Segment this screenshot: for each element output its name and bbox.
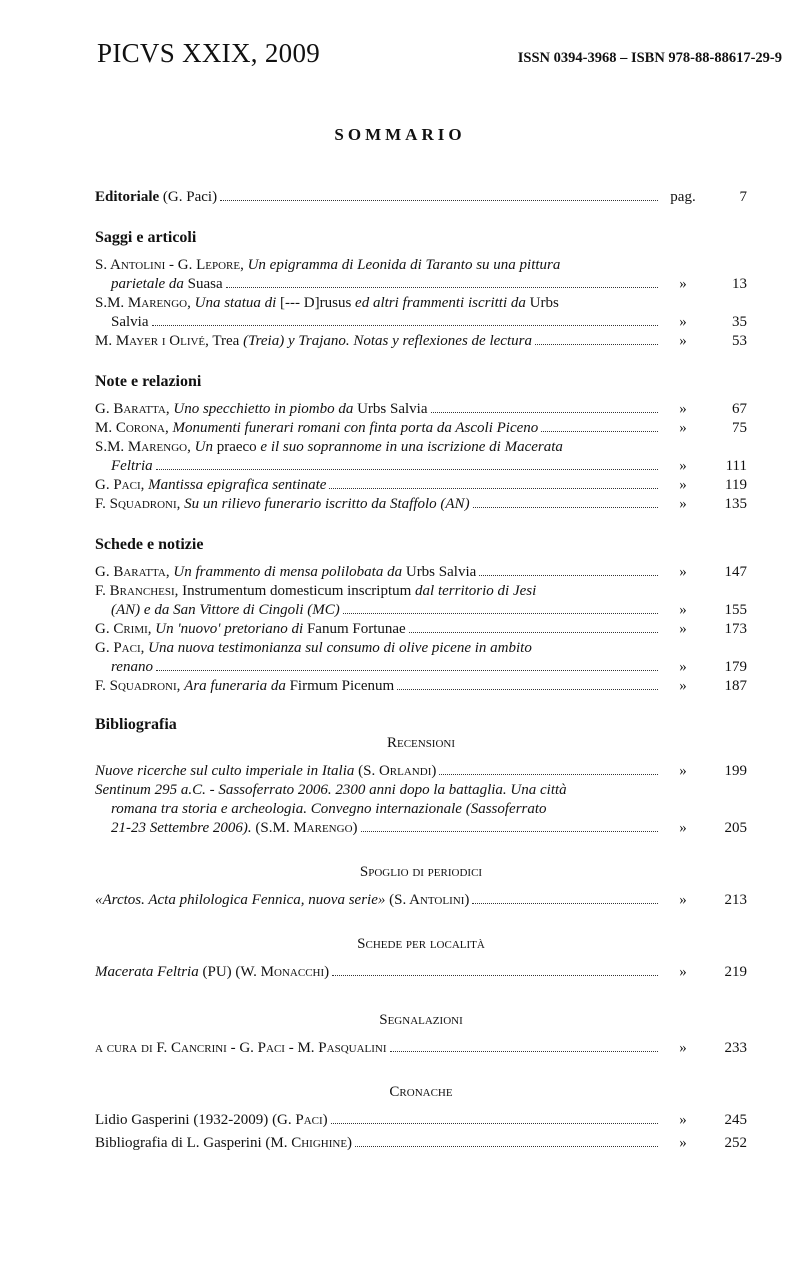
toc-entry[interactable]: F. Squadroni, Su un rilievo funerario iscritto da Staffolo (AN) » 135	[95, 496, 747, 512]
page-number: 199	[724, 763, 747, 779]
page-number: 155	[724, 602, 747, 618]
toc-entry[interactable]: S.M. Marengo, Una statua di [--- D]rusus ed altri frammenti iscritti da Urbs Salvia » 35	[95, 295, 747, 330]
page-title: SOMMARIO	[334, 125, 466, 144]
subsection-heading-recensioni: Recensioni	[386, 735, 456, 751]
page-number: 13	[732, 276, 747, 292]
page-number: 75	[732, 420, 747, 436]
toc-entry[interactable]: Macerata Feltria (PU) (W. Monacchi) » 219	[95, 964, 747, 980]
subsection-heading-localita: Schede per località	[357, 936, 485, 952]
page-number: 111	[725, 458, 747, 474]
page-number: 219	[724, 964, 747, 980]
table-of-contents	[95, 188, 747, 1153]
section-heading-bibliografia: Bibliografia	[95, 716, 177, 733]
section-heading-note: Note e relazioni	[95, 373, 202, 390]
page-number: 179	[724, 659, 747, 675]
page-number: 233	[724, 1040, 747, 1056]
subsection-heading-segnalazioni: Segnalazioni	[379, 1012, 463, 1028]
page-ref-label: pag.	[670, 189, 696, 205]
page-number: 187	[724, 678, 747, 694]
section-heading-schede: Schede e notizie	[95, 536, 204, 553]
toc-entry[interactable]: F. Branchesi, Instrumentum domesticum inscriptum dal territorio di Jesi (AN) e da San Vittore di Cingoli (MC) » 155	[95, 583, 747, 618]
subsection-heading-cronache: Cronache	[389, 1084, 453, 1100]
issn-isbn: ISSN 0394-3968 – ISBN 978-88-88617-29-9	[517, 50, 782, 66]
page-number: 67	[732, 401, 747, 417]
toc-entry[interactable]: Sentinum 295 a.C. - Sassoferrato 2006. 2300 anni dopo la battaglia. Una città romana tra storia e archeologia. Convegno internazionale (Sassoferrato 21-23 Settembre 2006). (S.M. Marengo) » 205	[95, 782, 747, 836]
page-number: 35	[732, 314, 747, 330]
toc-entry-editoriale[interactable]: Editoriale (G. Paci) pag. 7	[95, 189, 747, 205]
toc-entry[interactable]: G. Paci, Una nuova testimonianza sul consumo di olive picene in ambito renano » 179	[95, 640, 747, 675]
page-number: 252	[724, 1135, 747, 1151]
subsection-heading-spoglio: Spoglio di periodici	[359, 864, 483, 880]
toc-entry[interactable]: M. Mayer i Olivé, Trea (Treia) y Trajano. Notas y reflexiones de lectura » 53	[95, 333, 747, 349]
page-number: 119	[725, 477, 747, 493]
toc-entry[interactable]: G. Baratta, Uno specchietto in piombo da Urbs Salvia » 67	[95, 401, 747, 417]
toc-entry[interactable]: Nuove ricerche sul culto imperiale in Italia (S. Orlandi) » 199	[95, 763, 747, 779]
page-number: 205	[724, 820, 747, 836]
toc-entry[interactable]: S.M. Marengo, Un praeco e il suo soprannome in una iscrizione di Macerata Feltria » 111	[95, 439, 747, 474]
page-number: 7	[739, 189, 747, 205]
page-number: 173	[724, 621, 747, 637]
page-number: 147	[724, 564, 747, 580]
toc-entry[interactable]: Lidio Gasperini (1932-2009) (G. Paci) » 245	[95, 1112, 747, 1128]
page-number: 53	[732, 333, 747, 349]
toc-entry[interactable]: G. Paci, Mantissa epigrafica sentinate » 119	[95, 477, 747, 493]
toc-entry[interactable]: G. Baratta, Un frammento di mensa polilobata da Urbs Salvia » 147	[95, 564, 747, 580]
journal-title: PICVS XXIX, 2009	[97, 38, 321, 68]
toc-entry[interactable]: a cura di F. Cancrini - G. Paci - M. Pasqualini » 233	[95, 1040, 747, 1056]
toc-entry[interactable]: M. Corona, Monumenti funerari romani con finta porta da Ascoli Piceno » 75	[95, 420, 747, 436]
page-number: 135	[724, 496, 747, 512]
running-header	[97, 38, 782, 78]
page-number: 213	[724, 892, 747, 908]
toc-entry[interactable]: Bibliografia di L. Gasperini (M. Chighine) » 252	[95, 1135, 747, 1151]
toc-entry[interactable]: F. Squadroni, Ara funeraria da Firmum Picenum » 187	[95, 678, 747, 694]
section-heading-saggi: Saggi e articoli	[95, 229, 197, 246]
page-number: 245	[724, 1112, 747, 1128]
toc-entry[interactable]: «Arctos. Acta philologica Fennica, nuova serie» (S. Antolini) » 213	[95, 892, 747, 908]
toc-entry[interactable]: S. Antolini - G. Lepore, Un epigramma di Leonida di Taranto su una pittura parietale da Suasa » 13	[95, 257, 747, 292]
toc-entry[interactable]: G. Crimi, Un 'nuovo' pretoriano di Fanum Fortunae » 173	[95, 621, 747, 637]
